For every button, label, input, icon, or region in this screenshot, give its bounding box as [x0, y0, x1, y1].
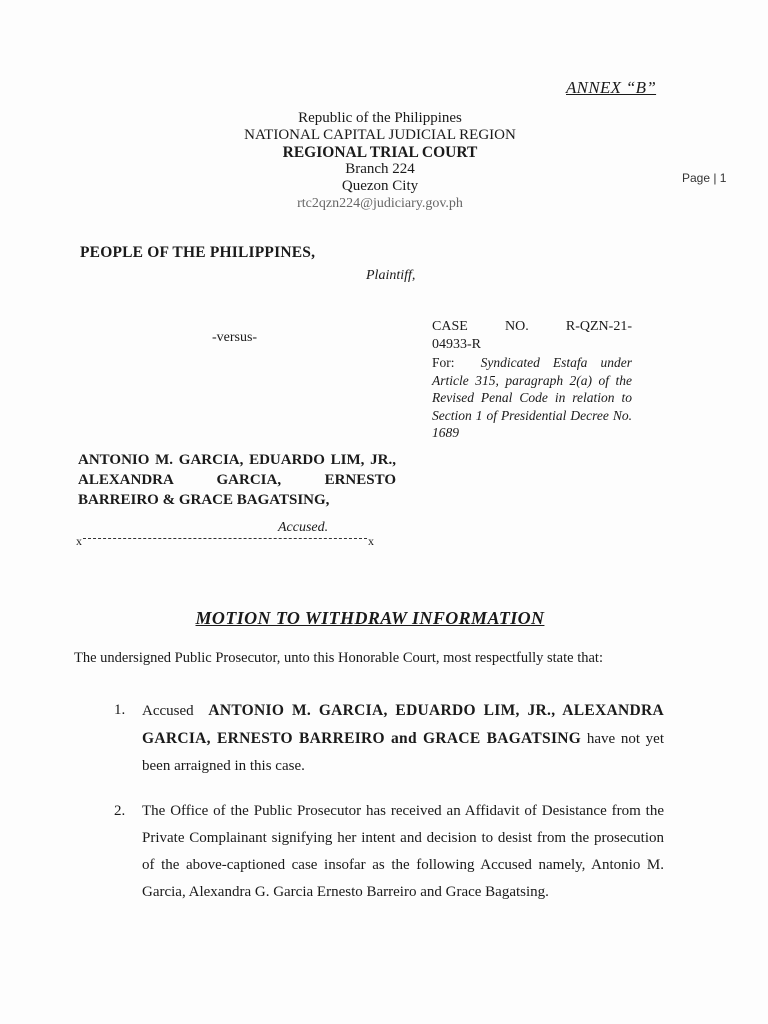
plaintiff-label: Plaintiff, — [366, 268, 416, 283]
separator-right-x: x — [368, 534, 374, 548]
case-charge-text: Syndicated Estafa under Article 315, paragraph 2(a) of the Revised Penal Code in relation to Section 1 of Presidential Decree No. 1689 — [432, 355, 632, 440]
list-item — [114, 798, 664, 906]
city-line: Quezon City — [341, 178, 419, 194]
intro-paragraph: The undersigned Public Prosecutor, unto this Honorable Court, most respectfully state that: — [74, 650, 603, 666]
item-prefix: Accused — [142, 703, 194, 719]
case-charge-prefix: For: — [432, 355, 455, 370]
branch-line: Branch 224 — [345, 161, 415, 177]
annex-label: ANNEX “B” — [566, 78, 657, 97]
item-accused-names: ANTONIO M. GARCIA, EDUARDO LIM, JR., ALEXANDRA GARCIA, ERNESTO BARREIRO and GRACE BAGATSING — [142, 702, 665, 747]
item-number: 1. — [114, 702, 126, 718]
republic-line: Republic of the Philippines — [298, 110, 462, 126]
page-number: Page | 1 — [682, 171, 727, 185]
case-charge — [432, 354, 632, 442]
item-number: 2. — [114, 803, 126, 819]
item-body — [142, 697, 664, 780]
case-info — [432, 318, 632, 442]
region-line: NATIONAL CAPITAL JUDICIAL REGION — [244, 127, 516, 143]
case-number-line2: 04933-R — [432, 337, 481, 352]
court-email: rtc2qzn224@judiciary.gov.ph — [297, 196, 463, 211]
case-number-line1: CASE NO. R-QZN-21- — [432, 319, 632, 334]
accused-label: Accused. — [278, 520, 329, 535]
court-line: REGIONAL TRIAL COURT — [282, 144, 478, 161]
plaintiff-name: PEOPLE OF THE PHILIPPINES, — [80, 244, 316, 261]
caption-separator — [76, 534, 374, 549]
separator-dashes — [83, 538, 367, 539]
motion-title: MOTION TO WITHDRAW INFORMATION — [195, 608, 545, 628]
list-item — [114, 697, 664, 780]
versus-label: -versus- — [212, 330, 258, 345]
item-suffix: have not yet been arraigned in this case. — [142, 731, 664, 774]
item-body: The Office of the Public Prosecutor has received an Affidavit of Desistance from the Private Complainant signifying her intent and decision to desist from the prosecution of the above-captioned case insofar as the following Accused namely, Antonio M. Garcia, Alexandra G. Garcia Ernesto Barreiro and Grace Bagatsing. — [142, 803, 664, 900]
separator-left-x: x — [76, 534, 82, 548]
accused-names: ANTONIO M. GARCIA, EDUARDO LIM, JR., ALEXANDRA GARCIA, ERNESTO BARREIRO & GRACE BAGATSING, — [78, 452, 396, 508]
court-header — [200, 110, 560, 212]
